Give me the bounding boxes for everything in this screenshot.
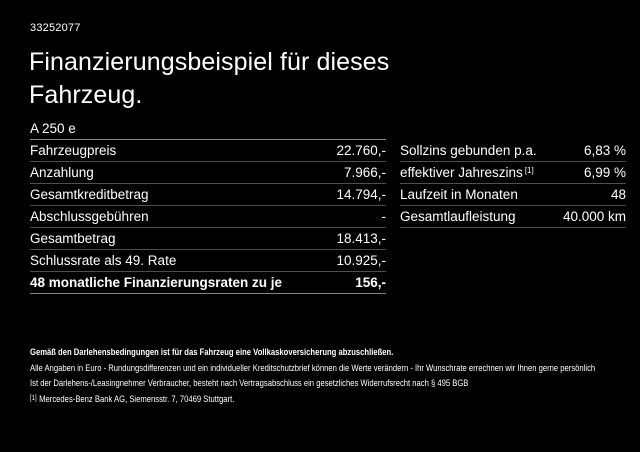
row-value: 156,- — [355, 275, 386, 290]
row-value: 6,83 % — [583, 143, 626, 158]
footnote-insurance: Gemäß den Darlehensbedingungen ist für das Fahrzeug eine Vollkaskoversicherung abzuschließen. — [30, 347, 394, 357]
row-value: 48 — [610, 187, 626, 202]
row-value: 7.966,- — [343, 165, 386, 180]
footnote-marker: [1] — [30, 395, 37, 402]
row-label: Gesamtkreditbetrag — [30, 187, 149, 202]
footnote-marker: [1] — [524, 166, 534, 175]
row-value: 14.794,- — [336, 187, 386, 202]
table-row-gesamtlaufleistung — [400, 206, 626, 228]
footnote-disclaimer: Alle Angaben in Euro - Rundungsdifferenzen und ein individueller Kreditschutzbrief können die Werte verändern - Ihr Wunschrate errechnen wir Ihnen gerne persönlich — [30, 362, 596, 373]
footnote-bank-source: [1] Mercedes-Benz Bank AG, Siemensstr. 7, 70469 Stuttgart. — [30, 394, 235, 404]
table-row-monatsrate — [30, 272, 386, 294]
interest-conditions-table — [400, 140, 626, 228]
table-row-abschlussgebuehren — [30, 206, 386, 228]
row-value: 22.760,- — [336, 143, 386, 158]
table-row-gesamtkreditbetrag — [30, 184, 386, 206]
row-label: Gesamtlaufleistung — [400, 209, 516, 224]
model-header-row — [30, 118, 386, 140]
table-row-fahrzeugpreis — [30, 140, 386, 162]
row-label: effektiver Jahreszins [1] — [400, 165, 534, 180]
row-label: Laufzeit in Monaten — [400, 187, 518, 202]
row-label: Schlussrate als 49. Rate — [30, 253, 177, 268]
row-value: 10.925,- — [336, 253, 386, 268]
table-row-schlussrate — [30, 250, 386, 272]
table-row-sollzins — [400, 140, 626, 162]
row-label: Fahrzeugpreis — [30, 143, 117, 158]
row-label: Sollzins gebunden p.a. — [400, 143, 537, 158]
model-name: A 250 e — [30, 121, 76, 136]
row-value: - — [381, 209, 386, 224]
row-value: 18.413,- — [336, 231, 386, 246]
row-label: 48 monatliche Finanzierungsraten zu je — [30, 275, 283, 290]
table-row-effektiver-jahreszins — [400, 162, 626, 184]
row-label: Anzahlung — [30, 165, 94, 180]
row-label: Abschlussgebühren — [30, 209, 149, 224]
row-value: 40.000 km — [562, 209, 626, 224]
row-value: 6,99 % — [583, 165, 626, 180]
table-row-laufzeit — [400, 184, 626, 206]
footnotes — [30, 347, 630, 410]
offer-number: 33252077 — [30, 22, 81, 34]
finance-conditions-table — [30, 118, 386, 294]
row-label: Gesamtbetrag — [30, 231, 116, 246]
page-title: Finanzierungsbeispiel für dieses Fahrzeug. — [29, 48, 390, 109]
footnote-widerrufsrecht: Ist der Darlehens-/Leasingnehmer Verbraucher, besteht nach Vertragsabschluss ein gesetzliches Widerrufsrecht nach § 495 BGB — [30, 378, 469, 388]
table-row-gesamtbetrag — [30, 228, 386, 250]
table-row-anzahlung — [30, 162, 386, 184]
